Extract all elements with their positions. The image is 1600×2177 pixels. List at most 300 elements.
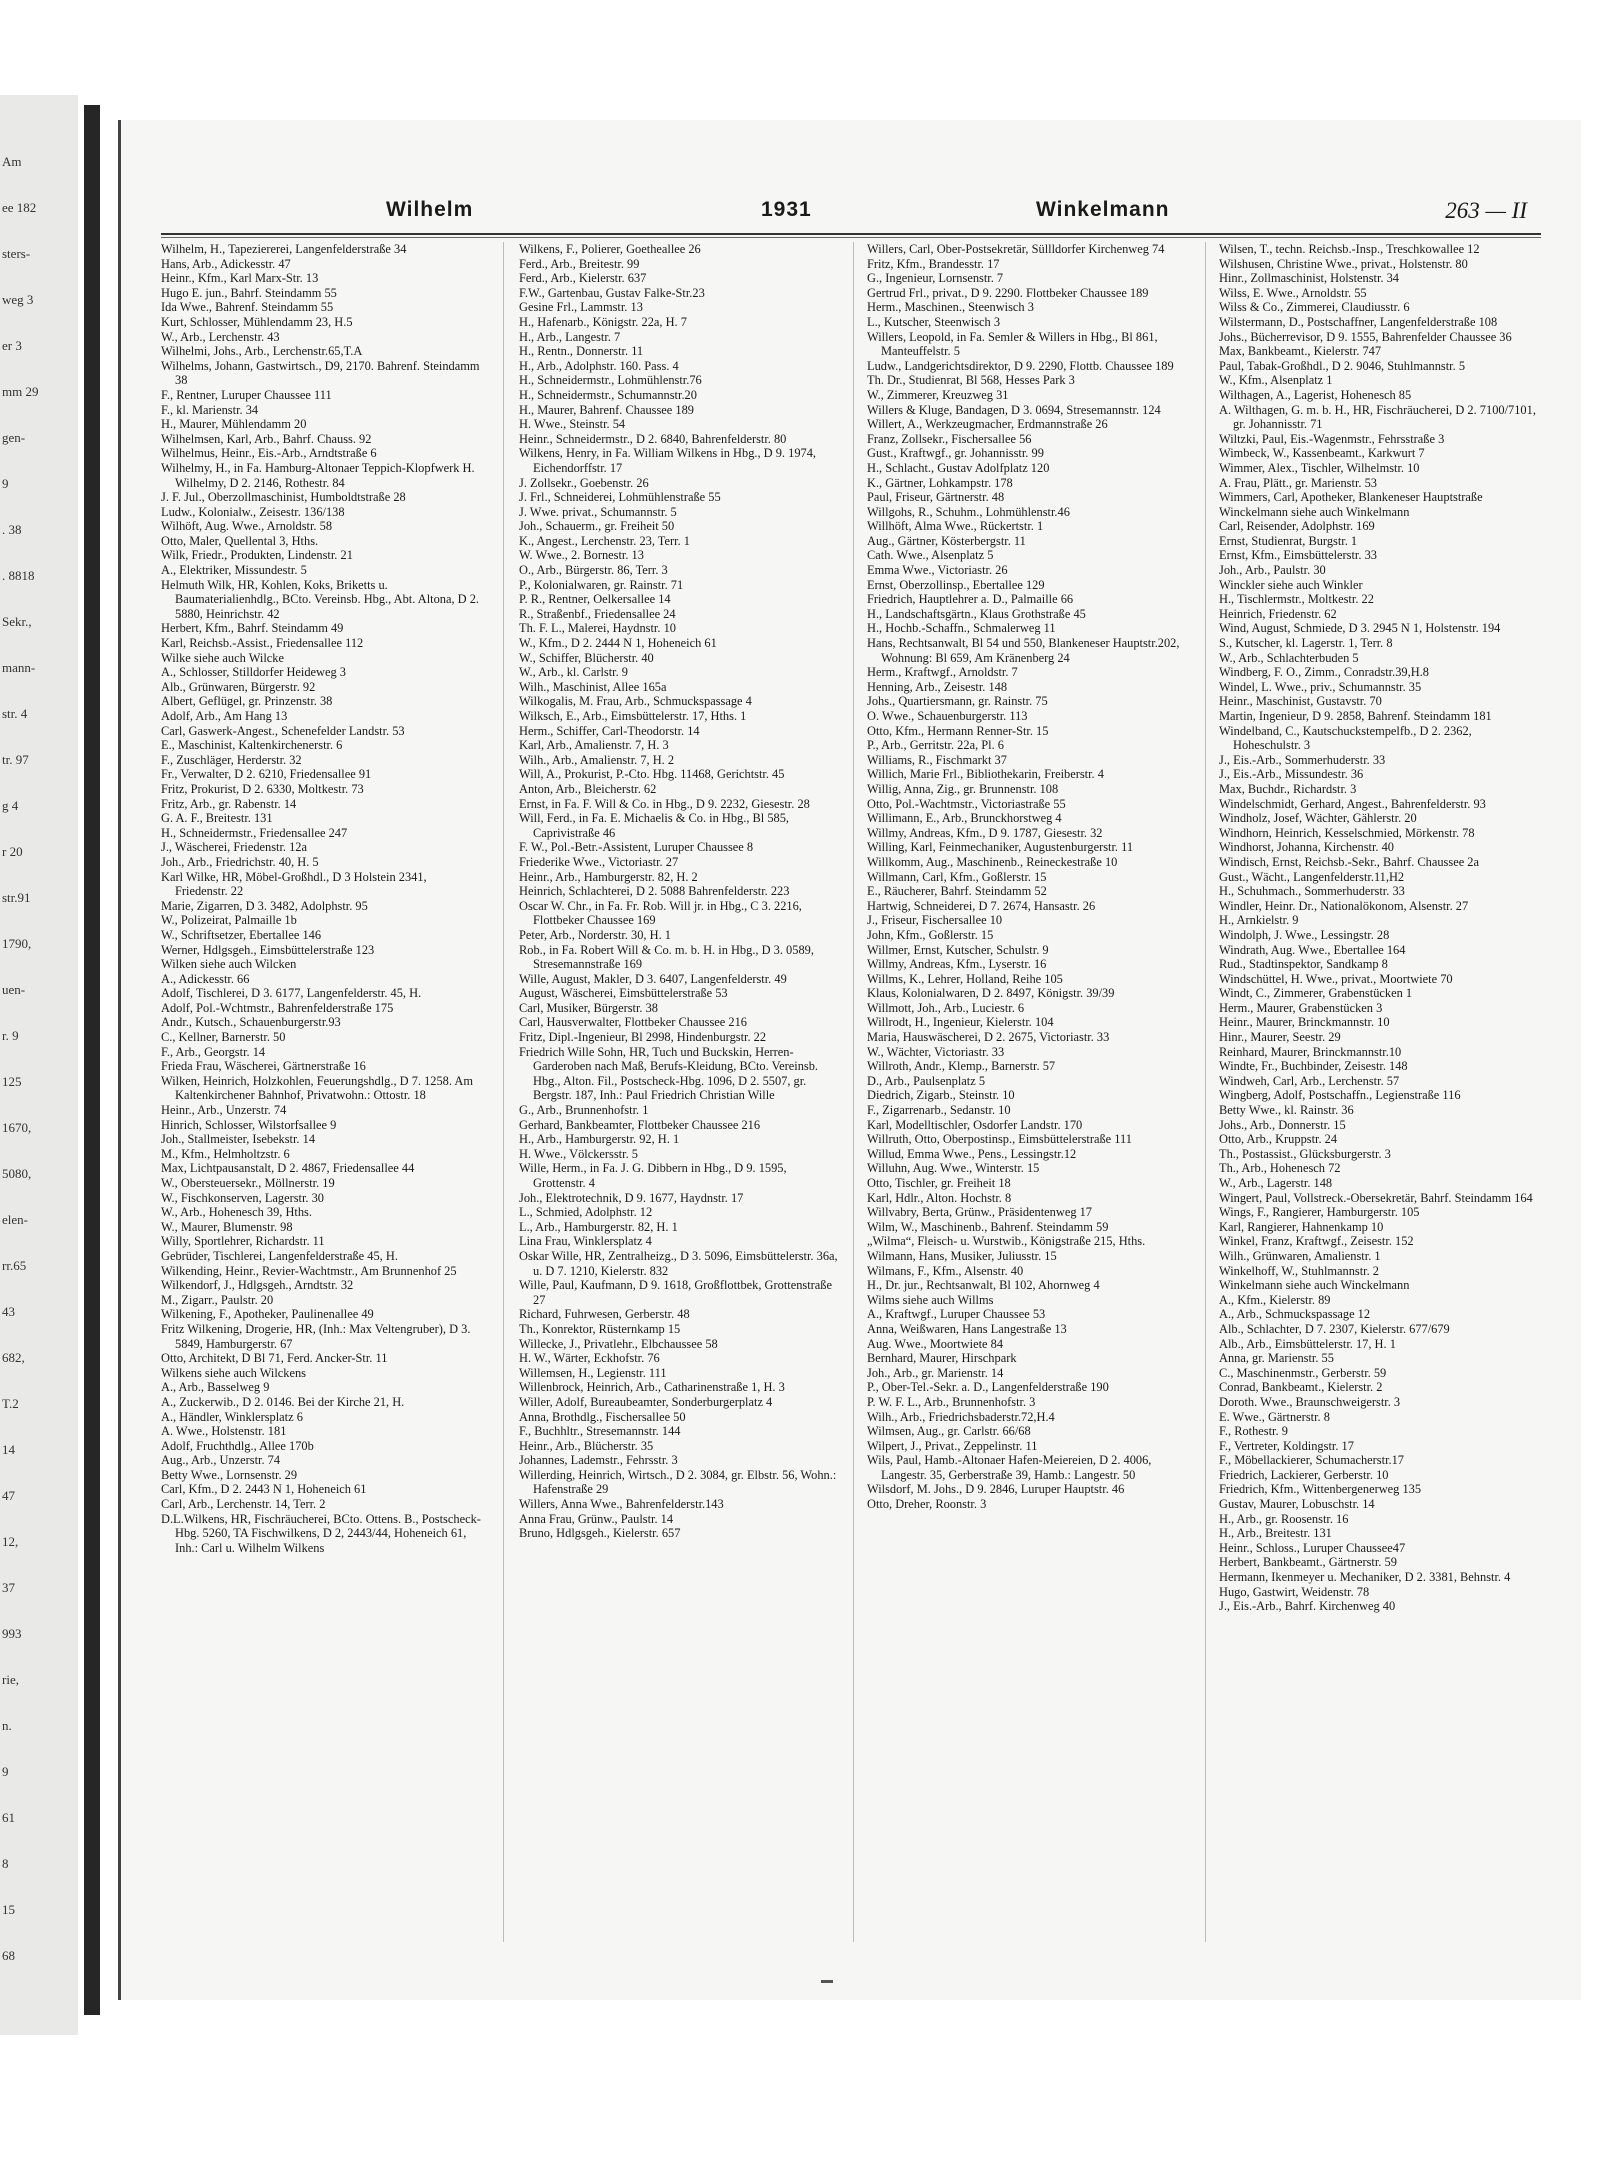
directory-entry: Windberg, F. O., Zimm., Conradstr.39,H.8 [1219,665,1429,680]
directory-entry: Maria, Hauswäscherei, D 2. 2675, Victoriastr. 33 [867,1030,1110,1045]
directory-entry: M., Zigarr., Paulstr. 20 [161,1292,274,1307]
edge-text-fragment: 15 [2,1902,15,1917]
directory-entry: Gust., Kraftwgf., gr. Johannisstr. 99 [867,446,1044,461]
directory-entry: J. Frl., Schneiderei, Lohmühlenstraße 55 [519,490,721,505]
directory-entry: J. F. Jul., Oberzollmaschinist, Humboldtstraße 28 [161,490,406,505]
directory-entry: G., Arb., Brunnenhofstr. 1 [519,1103,649,1118]
directory-entry: Heinr., Arb., Hamburgerstr. 82, H. 2 [519,869,698,884]
directory-entry: Herbert, Kfm., Bahrf. Steindamm 49 [161,621,344,636]
directory-entry: Wilkogalis, M. Frau, Arb., Schmuckspassage 4 [519,694,752,709]
directory-entry: W., Arb., kl. Carlstr. 9 [519,665,628,680]
directory-entry: Friederike Wwe., Victoriastr. 27 [519,854,679,869]
directory-entry: Wilkending, Heinr., Revier-Wachtmstr., Am Brunnenhof 25 [161,1263,457,1278]
directory-entry: Herm., Kraftwgf., Arnoldstr. 7 [867,665,1018,680]
directory-entry: Wilh., Arb., Friedrichsbaderstr.72,H.4 [867,1409,1055,1424]
directory-entry: Will, A., Prokurist, P.-Cto. Hbg. 11468, Gerichtstr. 45 [519,767,785,782]
directory-entry: Heinr., Maschinist, Gustavstr. 70 [1219,694,1382,709]
edge-text-fragment: 43 [2,1304,15,1319]
directory-entry: F., kl. Marienstr. 34 [161,402,259,417]
edge-text-fragment: r. 9 [2,1028,19,1043]
directory-entry: Th., Konrektor, Rüsternkamp 15 [519,1321,681,1336]
directory-entry: W., Arb., Schlachterbuden 5 [1219,650,1359,665]
directory-entry: Wimmer, Alex., Tischler, Wilhelmstr. 10 [1219,460,1420,475]
edge-text-fragment: elen- [2,1212,28,1227]
edge-text-fragment: uen- [2,982,26,997]
directory-entry: John, Kfm., Goßlerstr. 15 [867,927,994,942]
directory-entry: Wilkens, Henry, in Fa. William Wilkens in Hbg., D 9. 1974, Eichendorffstr. 17 [519,446,816,475]
directory-entry: Willerding, Heinrich, Wirtsch., D 2. 3084, gr. Elbstr. 56, Wohn.: Hafenstraße 29 [519,1467,837,1497]
directory-entry: Joh., Schauerm., gr. Freiheit 50 [519,519,675,534]
directory-entry: Karl, Hdlr., Alton. Hochstr. 8 [867,1190,1012,1205]
directory-entry: Windolph, J. Wwe., Lessingstr. 28 [1219,927,1390,942]
directory-entry: Ferd., Arb., Breitestr. 99 [519,256,640,271]
directory-entry: Doroth. Wwe., Braunschweigerstr. 3 [1219,1394,1401,1409]
directory-entry: Wilpert, J., Privat., Zeppelinstr. 11 [867,1438,1038,1453]
directory-entry: Heinr., Maurer, Brinckmannstr. 10 [1219,1015,1390,1030]
directory-entry: Wilsen, T., techn. Reichsb.-Insp., Treschkowallee 12 [1219,242,1480,256]
directory-entry: Joh., Stallmeister, Isebekstr. 14 [161,1132,316,1147]
directory-entry: W., Kfm., D 2. 2444 N 1, Hoheneich 61 [519,636,717,651]
directory-entry: Wilms siehe auch Willms [867,1292,994,1307]
directory-entry: Herm., Maschinen., Steenwisch 3 [867,300,1034,315]
directory-entry: Wilhelmy, H., in Fa. Hamburg-Altonaer Teppich-Klopfwerk H. Wilhelmy, D 2. 2146, Rothestr. 84 [161,460,475,490]
header-rule [161,233,1541,235]
directory-entry: Gerhard, Bankbeamter, Flottbeker Chaussee 216 [519,1117,761,1132]
directory-entry: W., Kfm., Alsenplatz 1 [1219,373,1333,388]
directory-entry: Otto, Architekt, D Bl 71, Ferd. Ancker-Str. 11 [161,1351,388,1366]
directory-entry: Aug., Arb., Unzerstr. 74 [161,1453,281,1468]
directory-entry: Ernst, Oberzollinsp., Ebertallee 129 [867,577,1045,592]
directory-entry: F.W., Gartenbau, Gustav Falke-Str.23 [519,285,705,300]
directory-entry: Wilhelm, H., Tapeziererei, Langenfelderstraße 34 [161,242,407,256]
directory-entry: Martin, Ingenieur, D 9. 2858, Bahrenf. Steindamm 181 [1219,709,1492,723]
directory-entry: F., Buchhltr., Stresemannstr. 144 [519,1424,681,1439]
directory-entry: Th., Postassist., Glücksburgerstr. 3 [1219,1146,1391,1161]
directory-entry: A., Elektriker, Missundestr. 5 [161,563,307,578]
directory-entry: W., Obersteuersekr., Möllnerstr. 19 [161,1176,335,1190]
column-4 [1219,242,1539,1952]
directory-entry: Wilm, W., Maschinenb., Bahrenf. Steindamm 59 [867,1219,1109,1234]
directory-entry: Gust., Wächt., Langenfelderstr.11,H2 [1219,869,1405,884]
edge-text-fragment: Am [2,154,22,169]
directory-entry: Marie, Zigarren, D 3. 3482, Adolphstr. 95 [161,898,368,913]
directory-entry: Windt, C., Zimmerer, Grabenstücken 1 [1219,986,1413,1001]
edge-text-fragment: 1790, [2,936,32,951]
directory-entry: Windholz, Josef, Wächter, Gählerstr. 20 [1219,811,1417,826]
directory-entry: Fritz Wilkening, Drogerie, HR, (Inh.: Max Veltengruber), D 3. 5849, Hamburgerstr. 67 [161,1321,471,1351]
directory-entry: Windler, Heinr. Dr., Nationalökonom, Alsenstr. 27 [1219,898,1469,913]
directory-entry: Paul, Friseur, Gärtnerstr. 48 [867,490,1005,505]
directory-columns [161,242,1551,1962]
directory-entry: Emma Wwe., Victoriastr. 26 [867,563,1008,578]
directory-entry: W., Fischkonserven, Lagerstr. 30 [161,1190,325,1205]
directory-entry: Ernst, in Fa. F. Will & Co. in Hbg., D 9. 2232, Giesestr. 28 [519,796,810,811]
directory-entry: Werner, Hdlgsgeh., Eimsbüttelerstraße 123 [161,942,375,957]
directory-entry: Gertrud Frl., privat., D 9. 2290. Flottbeker Chaussee 189 [867,285,1149,300]
edge-text-fragment: 993 [2,1626,22,1641]
directory-entry: Willig, Anna, Zig., gr. Brunnenstr. 108 [867,781,1059,796]
edge-text-fragment: er 3 [2,338,22,353]
edge-text-fragment: 37 [2,1580,15,1595]
directory-entry: Willuhn, Aug. Wwe., Winterstr. 15 [867,1161,1040,1176]
directory-entry: Wilken siehe auch Wilcken [161,957,297,972]
book-binding-gutter [84,105,100,2015]
directory-entry: Winkelhoff, W., Stuhlmannstr. 2 [1219,1263,1380,1278]
directory-entry: Anna Frau, Grünw., Paulstr. 14 [519,1511,674,1526]
directory-entry: J., Friseur, Fischersallee 10 [867,913,1003,928]
directory-entry: Willmann, Carl, Kfm., Goßlerstr. 15 [867,869,1047,884]
directory-entry: W., Zimmerer, Kreuzweg 31 [867,387,1009,402]
edge-text-fragment: ee 182 [2,200,37,215]
directory-entry: Wingberg, Adolf, Postschaffn., Legienstraße 116 [1219,1088,1461,1103]
directory-entry: Carl, Musiker, Bürgerstr. 38 [519,1000,659,1015]
directory-entry: H., Landschaftsgärtn., Klaus Grothstraße 45 [867,606,1086,621]
directory-entry: Aug., Gärtner, Kösterbergstr. 11 [867,533,1026,548]
directory-entry: Willgohs, R., Schuhm., Lohmühlenstr.46 [867,504,1070,519]
directory-entry: Heinr., Arb., Blücherstr. 35 [519,1438,654,1453]
directory-entry: O. Wwe., Schauenburgerstr. 113 [867,709,1028,723]
directory-entry: Willich, Marie Frl., Bibliothekarin, Freiberstr. 4 [867,767,1104,782]
directory-entry: Ludw., Landgerichtsdirektor, D 9. 2290, Flottb. Chaussee 189 [867,358,1174,373]
edge-text-fragment: r 20 [2,844,23,859]
directory-entry: J., Eis.-Arb., Bahrf. Kirchenweg 40 [1219,1599,1396,1614]
directory-entry: A., Händler, Winklersplatz 6 [161,1409,303,1424]
directory-entry: J. Wwe. privat., Schumannstr. 5 [519,504,677,519]
directory-entry: Ferd., Arb., Kielerstr. 637 [519,271,647,286]
directory-entry: W., Schriftsetzer, Ebertallee 146 [161,927,322,942]
directory-entry: Max, Bankbeamt., Kielerstr. 747 [1219,344,1382,359]
directory-entry: Wilksch, E., Arb., Eimsbüttelerstr. 17, Hths. 1 [519,709,747,723]
directory-entry: R., Straßenbf., Friedensallee 24 [519,606,676,621]
directory-entry: Wilstermann, D., Postschaffner, Langenfelderstraße 108 [1219,314,1498,329]
directory-entry: F., Möbellackierer, Schumacherstr.17 [1219,1453,1405,1468]
directory-entry: Joh., Elektrotechnik, D 9. 1677, Haydnstr. 17 [519,1190,744,1205]
directory-entry: Wilhelmi, Johs., Arb., Lerchenstr.65,T.A [161,344,363,359]
directory-entry: C., Kellner, Barnerstr. 50 [161,1030,286,1045]
directory-entry: Anna, gr. Marienstr. 55 [1219,1351,1334,1366]
directory-entry: G. A. F., Breitestr. 131 [161,811,273,826]
directory-entry: Alb., Schlachter, D 7. 2307, Kielerstr. 677/679 [1219,1321,1450,1336]
directory-entry: Carl, Reisender, Adolphstr. 169 [1219,519,1375,534]
directory-entry: Williams, R., Fischmarkt 37 [867,752,1007,767]
directory-entry: Betty Wwe., Lornsenstr. 29 [161,1467,298,1482]
edge-text-fragment: . 38 [2,522,22,537]
directory-entry: Klaus, Kolonialwaren, D 2. 8497, Königstr. 39/39 [867,986,1115,1001]
directory-entry: H., Hafenarb., Königstr. 22a, H. 7 [519,314,687,329]
directory-entry: Winkel, Franz, Kraftwgf., Zeisestr. 152 [1219,1234,1414,1249]
directory-entry: Willmott, Joh., Arb., Luciestr. 6 [867,1000,1025,1015]
directory-entry: Wille, Paul, Kaufmann, D 9. 1618, Großflottbek, Grottenstraße 27 [519,1278,832,1307]
directory-entry: E. Wwe., Gärtnerstr. 8 [1219,1409,1330,1424]
directory-entry: Karl, Modelltischler, Osdorfer Landstr. 170 [867,1117,1083,1132]
directory-entry: Wilkening, F., Apotheker, Paulinenallee 49 [161,1307,374,1322]
directory-entry: Bernhard, Maurer, Hirschpark [867,1351,1017,1366]
directory-entry: Wilss & Co., Zimmerei, Claudiusstr. 6 [1219,300,1410,315]
directory-entry: H., Arb., Breitestr. 131 [1219,1526,1332,1541]
directory-entry: Hugo, Gastwirt, Weidenstr. 78 [1219,1584,1370,1599]
directory-entry: S., Kutscher, kl. Lagerstr. 1, Terr. 8 [1219,636,1393,651]
directory-entry: A. Frau, Plätt., gr. Marienstr. 53 [1219,475,1377,490]
edge-text-fragment: rr.65 [2,1258,27,1273]
directory-entry: Willers, Leopold, in Fa. Semler & Willers in Hbg., Bl 861, Manteuffelstr. 5 [867,329,1158,359]
directory-entry: E., Maschinist, Kaltenkirchenerstr. 6 [161,738,343,753]
edge-text-fragment: str.91 [2,890,31,905]
header-first-entry: Wilhelm [386,198,474,221]
edge-text-fragment: 9 [2,476,9,491]
directory-entry: Fritz, Kfm., Brandesstr. 17 [867,256,1000,271]
directory-entry: Will, Ferd., in Fa. E. Michaelis & Co. in Hbg., Bl 585, Caprivistraße 46 [519,811,790,840]
directory-entry: O., Arb., Bürgerstr. 86, Terr. 3 [519,563,668,578]
directory-entry: F., Zigarrenarb., Sedanstr. 10 [867,1103,1011,1118]
directory-entry: Karl Wilke, HR, Möbel-Großhdl., D 3 Holstein 2341, Friedenstr. 22 [161,869,427,899]
directory-entry: Peter, Arb., Norderstr. 30, H. 1 [519,927,671,942]
directory-entry: K., Gärtner, Lohkampstr. 178 [867,475,1013,490]
directory-entry: D., Arb., Paulsenplatz 5 [867,1073,986,1088]
directory-entry: Willhöft, Alma Wwe., Rückertstr. 1 [867,519,1044,534]
directory-entry: Otto, Dreher, Roonstr. 3 [867,1497,987,1512]
directory-entry: Wilkendorf, J., Hdlgsgeh., Arndtstr. 32 [161,1278,354,1293]
directory-entry: Winckelmann siehe auch Winkelmann [1219,504,1410,519]
directory-entry: P. R., Rentner, Oelkersallee 14 [519,592,671,607]
directory-entry: Wind, August, Schmiede, D 3. 2945 N 1, Holstenstr. 194 [1219,621,1501,636]
edge-text-fragment: 682, [2,1350,25,1365]
directory-entry: Wilhöft, Aug. Wwe., Arnoldstr. 58 [161,519,333,534]
directory-entry: Willms, K., Lehrer, Holland, Reihe 105 [867,971,1063,986]
directory-entry: Willecke, J., Privatlehr., Elbchaussee 58 [519,1336,718,1351]
directory-entry: P., Kolonialwaren, gr. Rainstr. 71 [519,577,684,592]
directory-entry: W., Arb., Lagerstr. 148 [1219,1176,1333,1190]
directory-entry: A. Wwe., Holstenstr. 181 [161,1424,287,1439]
directory-entry: Willmy, Andreas, Kfm., Lyserstr. 16 [867,957,1047,972]
directory-entry: Willers & Kluge, Bandagen, D 3. 0694, Stresemannstr. 124 [867,402,1161,417]
directory-entry: Joh., Arb., Friedrichstr. 40, H. 5 [161,854,319,869]
directory-entry: H., Schneidermstr., Lohmühlenstr.76 [519,373,702,388]
directory-entry: Friedrich, Lackierer, Gerberstr. 10 [1219,1467,1389,1482]
previous-page-edge [0,95,78,2035]
header-last-entry: Winkelmann [1036,198,1170,221]
directory-entry: Fritz, Dipl.-Ingenieur, Bl 2998, Hindenburgstr. 22 [519,1030,767,1045]
directory-entry: Wilken, Heinrich, Holzkohlen, Feuerungshdlg., D 7. 1258. Am Kaltenkirchener Bahnhof, Privatwohn.: Ottostr. 18 [161,1073,473,1103]
directory-entry: Hans, Rechtsanwalt, Bl 54 und 550, Blankeneser Hauptstr.202, Wohnung: Bl 659, Am Kränenberg 24 [867,636,1180,665]
directory-entry: Wilmann, Hans, Musiker, Juliusstr. 15 [867,1248,1057,1263]
directory-entry: H., Arb., Langestr. 7 [519,329,621,344]
directory-entry: Windelband, C., Kautschuckstempelfb., D 2. 2362, Hoheschulstr. 3 [1219,723,1472,753]
directory-entry: F., Rothestr. 9 [1219,1424,1288,1439]
directory-entry: A., Adickesstr. 66 [161,971,250,986]
directory-entry: Wilhelmsen, Karl, Arb., Bahrf. Chauss. 92 [161,431,372,446]
directory-entry: Wings, F., Rangierer, Hamburgerstr. 105 [1219,1205,1420,1220]
directory-entry: Betty Wwe., kl. Rainstr. 36 [1219,1103,1354,1118]
column-divider [1205,242,1206,1942]
directory-entry: F., Arb., Georgstr. 14 [161,1044,266,1059]
directory-entry: Friedrich, Kfm., Wittenbergenerweg 135 [1219,1482,1422,1497]
directory-entry: Karl, Rangierer, Hahnenkamp 10 [1219,1219,1384,1234]
directory-entry: Th. F. L., Malerei, Haydnstr. 10 [519,621,676,636]
directory-entry: Willruth, Otto, Oberpostinsp., Eimsbüttelerstraße 111 [867,1132,1132,1147]
directory-entry: J., Wäscherei, Friedenstr. 12a [161,840,308,855]
directory-entry: Wille, August, Makler, D 3. 6407, Langenfelderstr. 49 [519,971,787,986]
directory-entry: W., Maurer, Blumenstr. 98 [161,1219,293,1234]
directory-entry: Winkelmann siehe auch Winckelmann [1219,1278,1410,1293]
header-year: 1931 [761,198,812,221]
directory-entry: P., Arb., Gerritstr. 22a, Pl. 6 [867,738,1004,753]
edge-text-fragment: weg 3 [2,292,34,307]
edge-text-fragment: 68 [2,1948,15,1963]
directory-entry: J., Eis.-Arb., Missundestr. 36 [1219,767,1364,782]
directory-entry: Willvabry, Berta, Grünw., Präsidentenweg 17 [867,1205,1092,1220]
directory-entry: Windisch, Ernst, Reichsb.-Sekr., Bahrf. Chaussee 2a [1219,854,1479,869]
directory-entry: Ernst, Kfm., Eimsbüttelerstr. 33 [1219,548,1377,563]
directory-entry: Wilkens siehe auch Wilckens [161,1365,307,1380]
directory-entry: Heinr., Arb., Unzerstr. 74 [161,1103,287,1118]
directory-entry: Helmuth Wilk, HR, Kohlen, Koks, Briketts u. Baumaterialienhdlg., BCto. Vereinsb. Hbg., Abt. Altona, D 2. 5880, Heinrichstr. 42 [161,577,479,621]
directory-entry: H., Schlacht., Gustav Adolfplatz 120 [867,460,1050,475]
edge-text-fragment: sters- [2,246,31,261]
directory-entry: Wils, Paul, Hamb.-Altonaer Hafen-Meiereien, D 2. 4006, Langestr. 35, Gerberstraße 39, Hamb.: Langestr. 50 [867,1453,1152,1482]
directory-entry: Anton, Arb., Bleicherstr. 62 [519,781,657,796]
directory-entry: Johs., Quartiersmann, gr. Rainstr. 75 [867,694,1048,709]
edge-text-fragment: 14 [2,1442,15,1457]
directory-entry: Aug. Wwe., Moortwiete 84 [867,1336,1004,1351]
directory-entry: „Wilma“, Fleisch- u. Wurstwib., Königstraße 215, Hths. [867,1234,1146,1249]
directory-page [118,120,1581,2000]
directory-entry: D.L.Wilkens, HR, Fischräucherei, BCto. Ottens. B., Postscheck-Hbg. 5260, TA Fischwilkens, D 2, 2443/44, Hoheneich 61, Inh.: Carl u. Wilhelm Wilkens [161,1511,481,1555]
directory-entry: Hinr., Zollmaschinist, Holstenstr. 34 [1219,271,1400,286]
edge-text-fragment: tr. 97 [2,752,29,767]
directory-entry: H., Dr. jur., Rechtsanwalt, Bl 102, Ahornweg 4 [867,1278,1100,1293]
directory-entry: Windte, Fr., Buchbinder, Zeisestr. 148 [1219,1059,1408,1074]
directory-entry: Conrad, Bankbeamt., Kielerstr. 2 [1219,1380,1383,1395]
directory-entry: Hartwig, Schneiderei, D 7. 2674, Hansastr. 26 [867,898,1096,913]
directory-entry: Adolf, Fruchthdlg., Allee 170b [161,1438,314,1453]
directory-entry: W., Arb., Lerchenstr. 43 [161,329,280,344]
directory-entry: Oscar W. Chr., in Fa. Fr. Rob. Will jr. in Hbg., C 3. 2216, Flottbeker Chaussee 169 [519,898,802,928]
edge-text-fragment: . 8818 [2,568,35,583]
directory-entry: Johs., Arb., Donnerstr. 15 [1219,1117,1346,1132]
directory-entry: Hugo E. jun., Bahrf. Steindamm 55 [161,285,337,300]
directory-entry: Willer, Adolf, Bureaubeamter, Sonderburgerplatz 4 [519,1394,773,1409]
directory-entry: Willud, Emma Wwe., Pens., Lessingstr.12 [867,1146,1077,1161]
footer-mark [821,1980,833,1983]
directory-entry: Willert, A., Werkzeugmacher, Erdmannstraße 26 [867,417,1108,432]
edge-text-fragment: mann- [2,660,36,675]
directory-entry: Wimmers, Carl, Apotheker, Blankeneser Hauptstraße [1219,490,1483,505]
directory-entry: A., Kfm., Kielerstr. 89 [1219,1292,1331,1307]
directory-entry: Diedrich, Zigarb., Steinstr. 10 [867,1088,1015,1103]
directory-entry: Willemsen, H., Legienstr. 111 [519,1365,667,1380]
directory-entry: Willkomm, Aug., Maschinenb., Reineckestraße 10 [867,854,1118,869]
directory-entry: Windschüttel, H. Wwe., privat., Moortwiete 70 [1219,971,1453,986]
directory-entry: Cath. Wwe., Alsenplatz 5 [867,548,994,563]
directory-entry: Adolf, Pol.-Wchtmstr., Bahrenfelderstraße 175 [161,1000,394,1015]
directory-entry: J., Eis.-Arb., Sommerhuderstr. 33 [1219,752,1386,767]
directory-entry: A., Arb., Basselweg 9 [161,1380,270,1395]
directory-entry: Wimbeck, W., Kassenbeamt., Karkwurt 7 [1219,446,1425,461]
directory-entry: Carl, Gaswerk-Angest., Schenefelder Landstr. 53 [161,723,405,738]
directory-entry: Alb., Arb., Eimsbüttelerstr. 17, H. 1 [1219,1336,1396,1351]
directory-entry: Paul, Tabak-Großhdl., D 2. 9046, Stuhlmannstr. 5 [1219,358,1466,373]
directory-entry: W., Polizeirat, Palmaille 1b [161,913,297,928]
directory-entry: Otto, Maler, Quellental 3, Hths. [161,533,319,548]
directory-entry: H., Hochb.-Schaffn., Schmalerweg 11 [867,621,1056,636]
edge-text-fragment: gen- [2,430,26,445]
directory-entry: Andr., Kutsch., Schauenburgerstr.93 [161,1015,341,1030]
directory-entry: Richard, Fuhrwesen, Gerberstr. 48 [519,1307,690,1322]
directory-entry: Fr., Verwalter, D 2. 6210, Friedensallee 91 [161,767,372,782]
directory-entry: H., Schneidermstr., Schumannstr.20 [519,387,697,402]
directory-entry: Frieda Frau, Wäscherei, Gärtnerstraße 16 [161,1059,366,1074]
directory-entry: Adolf, Tischlerei, D 3. 6177, Langenfelderstr. 45, H. [161,986,422,1001]
directory-entry: Anna, Weißwaren, Hans Langestraße 13 [867,1321,1067,1336]
edge-text-fragment: 61 [2,1810,15,1825]
edge-text-fragment: 12, [2,1534,19,1549]
directory-entry: H. W., Wärter, Eckhofstr. 76 [519,1351,660,1366]
directory-entry: A., Arb., Schmuckspassage 12 [1219,1307,1371,1322]
directory-entry: Heinr., Schloss., Luruper Chaussee47 [1219,1540,1406,1555]
directory-entry: Friedrich, Hauptlehrer a. D., Palmaille 66 [867,592,1074,607]
column-divider [853,242,854,1942]
directory-entry: Th. Dr., Studienrat, Bl 568, Hesses Park 3 [867,373,1075,388]
directory-entry: W., Arb., Hohenesch 39, Hths. [161,1205,312,1220]
directory-entry: Ida Wwe., Bahrenf. Steindamm 55 [161,300,334,315]
directory-entry: Johannes, Lademstr., Fehrsstr. 3 [519,1453,678,1468]
directory-entry: Carl, Arb., Lerchenstr. 14, Terr. 2 [161,1497,326,1512]
directory-entry: H., Maurer, Bahrenf. Chaussee 189 [519,402,694,417]
directory-entry: Friedrich Wille Sohn, HR, Tuch und Buckskin, Herren-Garderoben nach Maß, Berufs-Kleidung, BCto. Vereinsb. Hbg., Alton. Fil., Postscheck-Hbg. 1096, D 2. 5507, gr. Bergstr. 187, Inh.: Paul Friedrich Christian Wille [519,1044,819,1103]
directory-entry: Ernst, Studienrat, Burgstr. 1 [1219,533,1358,548]
directory-entry: F. W., Pol.-Betr.-Assistent, Luruper Chaussee 8 [519,840,754,855]
directory-entry: H. Wwe., Steinstr. 54 [519,417,626,432]
directory-entry: Fritz, Arb., gr. Rabenstr. 14 [161,796,297,811]
directory-entry: Herm., Maurer, Grabenstücken 3 [1219,1000,1383,1015]
directory-entry: H., Arb., gr. Roosenstr. 16 [1219,1511,1349,1526]
directory-entry: August, Wäscherei, Eimsbüttelerstraße 53 [519,986,728,1001]
directory-entry: Joh., Arb., gr. Marienstr. 14 [867,1365,1004,1380]
directory-entry: Heinrich, Friedenstr. 62 [1219,606,1337,621]
header-rule-thin [161,237,1541,238]
directory-entry: Wiltzki, Paul, Eis.-Wagenmstr., Fehrsstraße 3 [1219,431,1445,446]
directory-entry: H., Schuhmach., Sommerhuderstr. 33 [1219,884,1405,899]
directory-entry: Max, Lichtpausanstalt, D 2. 4867, Friedensallee 44 [161,1161,415,1176]
directory-entry: Wilhelmus, Heinr., Eis.-Arb., Arndtstraße 6 [161,446,377,461]
directory-entry: Fritz, Prokurist, D 2. 6330, Moltkestr. 73 [161,781,364,796]
directory-entry: H., Tischlermstr., Moltkestr. 22 [1219,592,1374,607]
edge-text-fragment: str. 4 [2,706,28,721]
directory-entry: Henning, Arb., Zeisestr. 148 [867,679,1008,694]
directory-entry: F., Vertreter, Koldingstr. 17 [1219,1438,1354,1453]
directory-entry: H., Arnkielstr. 9 [1219,913,1299,928]
directory-entry: Windhorst, Johanna, Kirchenstr. 40 [1219,840,1395,855]
directory-entry: Windelschmidt, Gerhard, Angest., Bahrenfelderstr. 93 [1219,796,1486,811]
directory-entry: F., Zuschläger, Herderstr. 32 [161,752,302,767]
edge-text-fragment: 5080, [2,1166,32,1181]
directory-entry: Windel, L. Wwe., priv., Schumannstr. 35 [1219,679,1422,694]
directory-entry: G., Ingenieur, Lornsenstr. 7 [867,271,1004,286]
directory-entry: Otto, Pol.-Wachtmstr., Victoriastraße 55 [867,796,1066,811]
edge-text-fragment: n. [2,1718,12,1733]
directory-entry: H., Arb., Adolphstr. 160. Pass. 4 [519,358,679,373]
directory-entry: Willenbrock, Heinrich, Arb., Catharinenstraße 1, H. 3 [519,1380,785,1395]
directory-entry: Willing, Karl, Feinmechaniker, Augustenburgerstr. 11 [867,840,1134,855]
directory-entry: Otto, Kfm., Hermann Renner-Str. 15 [867,723,1049,738]
edge-text-fragment: rie, [2,1672,19,1687]
directory-entry: Bruno, Hdlgsgeh., Kielerstr. 657 [519,1526,681,1541]
directory-entry: L., Schmied, Adolphstr. 12 [519,1205,653,1220]
directory-entry: Th., Arb., Hohenesch 72 [1219,1161,1341,1176]
directory-entry: Wingert, Paul, Vollstreck.-Obersekretär, Bahrf. Steindamm 164 [1219,1190,1533,1205]
directory-entry: P. W. F. L., Arb., Brunnenhofstr. 3 [867,1394,1036,1409]
edge-text-fragment: mm 29 [2,384,39,399]
